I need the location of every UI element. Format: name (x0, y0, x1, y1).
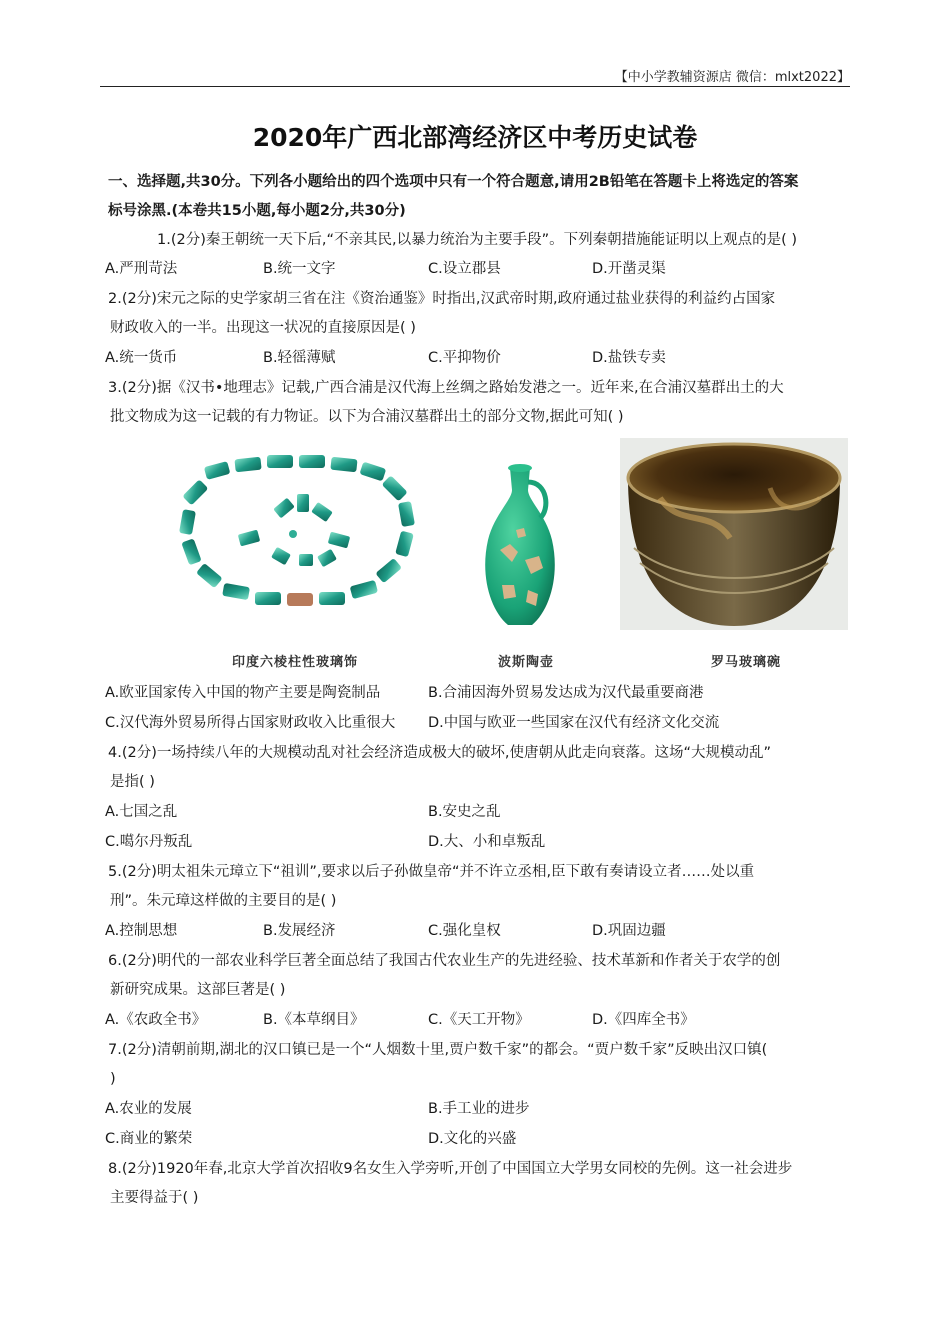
question-stem: 是指( ) (110, 774, 155, 790)
option: D.《四库全书》 (592, 1012, 695, 1028)
option: C.商业的繁荣 (105, 1131, 193, 1147)
question-stem: 批文物成为这一记载的有力物证。以下为合浦汉墓群出土的部分文物,据此可知( ) (110, 409, 624, 425)
option: D.盐铁专卖 (592, 350, 666, 366)
figure-caption: 印度六棱柱性玻璃饰 (232, 655, 359, 670)
figure-caption: 罗马玻璃碗 (711, 655, 782, 670)
option: A.统一货币 (105, 350, 178, 366)
option: A.七国之乱 (105, 804, 178, 820)
option: D.大、小和卓叛乱 (428, 834, 546, 850)
option: B.统一文字 (263, 261, 336, 277)
option: D.中国与欧亚一些国家在汉代有经济文化交流 (428, 715, 720, 731)
persian-jug-image (470, 460, 570, 640)
option: C.噶尔丹叛乱 (105, 834, 193, 850)
option: D.巩固边疆 (592, 923, 666, 939)
question-stem: 财政收入的一半。出现这一状况的直接原因是( ) (110, 320, 416, 336)
figure-caption: 波斯陶壶 (498, 655, 555, 670)
question-stem: 刑”。朱元璋这样做的主要目的是( ) (110, 893, 337, 909)
question-stem: 6.(2分)明代的一部农业科学巨著全面总结了我国古代农业生产的先进经验、技术革新和作者关于农学的创 (108, 953, 781, 969)
question-stem: 8.(2分)1920年春,北京大学首次招收9名女生入学旁听,开创了中国国立大学男女同校的先例。这一社会进步 (108, 1161, 793, 1177)
question-stem: 5.(2分)明太祖朱元璋立下“祖训”,要求以后子孙做皇帝“并不许立丞相,臣下敢有奏请设立者……处以重 (108, 864, 755, 880)
option: B.手工业的进步 (428, 1101, 530, 1117)
question-stem: ) (110, 1071, 116, 1087)
option: B.安史之乱 (428, 804, 501, 820)
question-stem: 新研究成果。这部巨著是( ) (110, 982, 286, 998)
question-stem: 1.(2分)秦王朝统一天下后,“不亲其民,以暴力统治为主要手段”。下列秦朝措施能证明以上观点的是( ) (157, 232, 798, 248)
option: A.控制思想 (105, 923, 178, 939)
option: C.平抑物价 (428, 350, 501, 366)
option: A.严刑苛法 (105, 261, 178, 277)
option: C.汉代海外贸易所得占国家财政收入比重很大 (105, 715, 396, 731)
option: B.轻徭薄赋 (263, 350, 336, 366)
question-stem: 2.(2分)宋元之际的史学家胡三省在注《资治通鉴》时指出,汉武帝时期,政府通过盐业获得的利益约占国家 (108, 291, 776, 307)
option: B.发展经济 (263, 923, 336, 939)
option: C.《天工开物》 (428, 1012, 530, 1028)
option: B.《本草纲目》 (263, 1012, 365, 1028)
option: A.欧亚国家传入中国的物产主要是陶瓷制品 (105, 685, 381, 701)
roman-glass-bowl-image (620, 438, 848, 630)
page-title: 2020年广西北部湾经济区中考历史试卷 (252, 123, 698, 152)
question-stem: 主要得益于( ) (110, 1190, 199, 1206)
header-source-tag: 【中小学教辅资源店 微信：mlxt2022】 (614, 70, 850, 85)
question-stem: 3.(2分)据《汉书•地理志》记载,广西合浦是汉代海上丝绸之路始发港之一。近年来,在合浦汉墓群出土的大 (108, 380, 784, 396)
option: A.农业的发展 (105, 1101, 192, 1117)
option: D.开凿灵渠 (592, 261, 666, 277)
section-heading: 标号涂黑.(本卷共15小题,每小题2分,共30分) (108, 203, 406, 219)
question-stem: 7.(2分)清朝前期,湖北的汉口镇已是一个“人烟数十里,贾户数千家”的都会。“贾户数千家”反映出汉口镇( (108, 1042, 768, 1058)
option: B.合浦因海外贸易发达成为汉代最重要商港 (428, 685, 704, 701)
option: C.强化皇权 (428, 923, 501, 939)
section-heading: 一、选择题,共30分。下列各小题给出的四个选项中只有一个符合题意,请用2B铅笔在答题卡上将选定的答案 (108, 174, 799, 190)
option: C.设立郡县 (428, 261, 501, 277)
question-stem: 4.(2分)一场持续八年的大规模动乱对社会经济造成极大的破坏,使唐朝从此走向衰落。这场“大规模动乱” (108, 745, 772, 761)
option: A.《农政全书》 (105, 1012, 207, 1028)
glass-beads-image (165, 450, 430, 630)
option: D.文化的兴盛 (428, 1131, 517, 1147)
header-rule (100, 86, 850, 87)
